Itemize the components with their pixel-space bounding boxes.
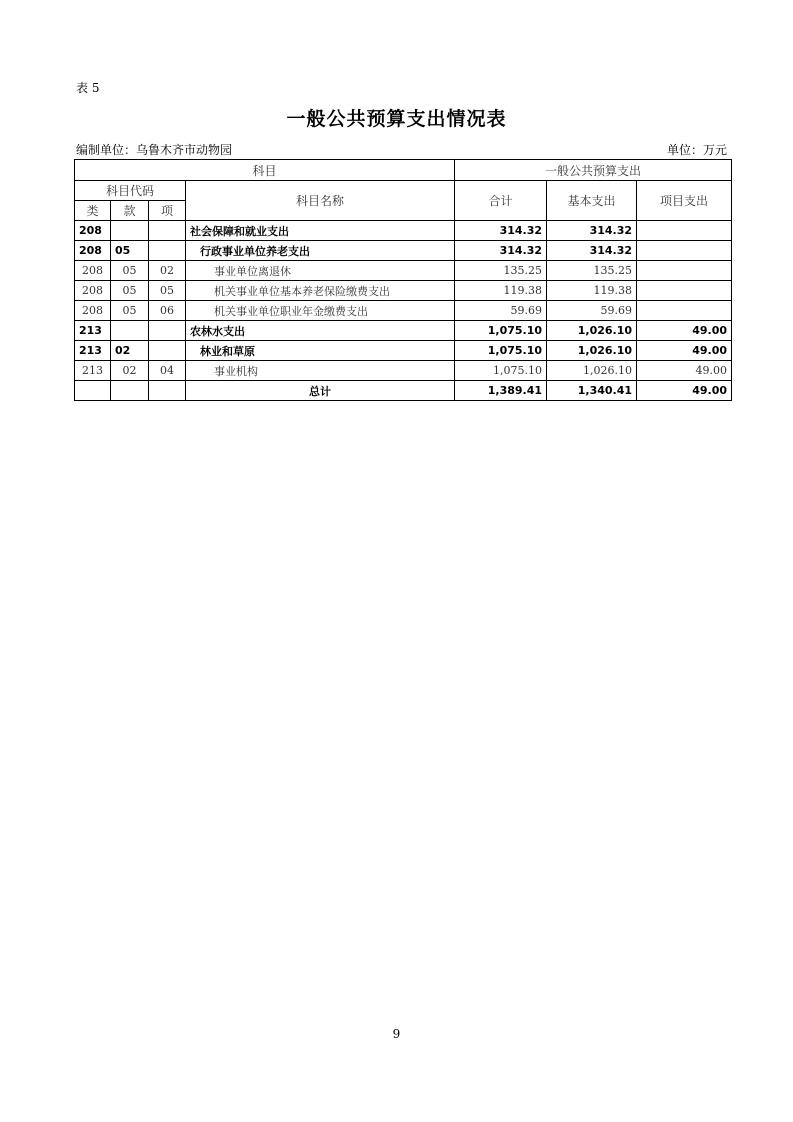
cell-basic: 314.32 — [547, 221, 637, 241]
cell-empty — [75, 381, 111, 401]
cell-basic: 135.25 — [547, 261, 637, 281]
cell-kuan: 02 — [111, 341, 149, 361]
header-budget-group: 一般公共预算支出 — [455, 160, 732, 181]
cell-kuan — [111, 221, 149, 241]
table-row — [75, 361, 732, 381]
cell-lei: 208 — [75, 261, 111, 281]
cell-name: 机关事业单位基本养老保险缴费支出 — [186, 281, 455, 301]
table-row — [75, 221, 732, 241]
cell-project: 49.00 — [637, 361, 732, 381]
total-sum: 1,389.41 — [455, 381, 547, 401]
document-title: 一般公共预算支出情况表 — [286, 108, 507, 130]
cell-name: 社会保障和就业支出 — [186, 221, 455, 241]
cell-basic: 314.32 — [547, 241, 637, 261]
cell-name: 农林水支出 — [186, 321, 455, 341]
cell-total: 314.32 — [455, 241, 547, 261]
cell-lei: 213 — [75, 361, 111, 381]
header-name: 科目名称 — [186, 181, 455, 221]
cell-basic: 59.69 — [547, 301, 637, 321]
cell-project — [637, 261, 732, 281]
cell-lei: 208 — [75, 281, 111, 301]
header-kuan: 款 — [111, 201, 149, 221]
header-basic: 基本支出 — [547, 181, 637, 221]
organization-label: 编制单位：乌鲁木齐市动物园 — [76, 143, 233, 157]
cell-basic: 119.38 — [547, 281, 637, 301]
cell-basic: 1,026.10 — [547, 361, 637, 381]
cell-project: 49.00 — [637, 321, 732, 341]
cell-total: 59.69 — [455, 301, 547, 321]
cell-name: 机关事业单位职业年金缴费支出 — [186, 301, 455, 321]
header-subject: 科目 — [75, 160, 455, 181]
total-label: 总计 — [186, 381, 455, 401]
cell-kuan: 02 — [111, 361, 149, 381]
cell-empty — [149, 381, 186, 401]
cell-project: 49.00 — [637, 341, 732, 361]
header-project: 项目支出 — [637, 181, 732, 221]
cell-xiang: 06 — [149, 301, 186, 321]
cell-total: 314.32 — [455, 221, 547, 241]
header-lei: 类 — [75, 201, 111, 221]
cell-name: 林业和草原 — [186, 341, 455, 361]
table-number-label: 表 5 — [76, 81, 100, 95]
cell-total: 1,075.10 — [455, 321, 547, 341]
cell-total: 1,075.10 — [455, 341, 547, 361]
cell-xiang — [149, 221, 186, 241]
cell-project — [637, 241, 732, 261]
cell-basic: 1,026.10 — [547, 321, 637, 341]
cell-xiang: 05 — [149, 281, 186, 301]
cell-lei: 208 — [75, 221, 111, 241]
header-total: 合计 — [455, 181, 547, 221]
cell-name: 行政事业单位养老支出 — [186, 241, 455, 261]
cell-kuan: 05 — [111, 281, 149, 301]
cell-lei: 208 — [75, 301, 111, 321]
table-row — [75, 281, 732, 301]
table-row — [75, 321, 732, 341]
header-xiang: 项 — [149, 201, 186, 221]
unit-label: 单位：万元 — [666, 143, 727, 157]
cell-xiang — [149, 341, 186, 361]
cell-project — [637, 221, 732, 241]
table-row — [75, 341, 732, 361]
table-row — [75, 301, 732, 321]
cell-kuan: 05 — [111, 261, 149, 281]
cell-name: 事业机构 — [186, 361, 455, 381]
cell-empty — [111, 381, 149, 401]
cell-name: 事业单位离退休 — [186, 261, 455, 281]
cell-project — [637, 301, 732, 321]
cell-lei: 213 — [75, 321, 111, 341]
cell-total: 1,075.10 — [455, 361, 547, 381]
header-code: 科目代码 — [75, 181, 186, 201]
cell-xiang — [149, 241, 186, 261]
cell-basic: 1,026.10 — [547, 341, 637, 361]
cell-lei: 208 — [75, 241, 111, 261]
page-number: 9 — [392, 1027, 401, 1041]
cell-xiang: 02 — [149, 261, 186, 281]
cell-kuan — [111, 321, 149, 341]
cell-kuan: 05 — [111, 301, 149, 321]
table-row — [75, 241, 732, 261]
total-row — [75, 381, 732, 401]
table-row — [75, 261, 732, 281]
cell-project — [637, 281, 732, 301]
cell-lei: 213 — [75, 341, 111, 361]
cell-xiang: 04 — [149, 361, 186, 381]
cell-total: 119.38 — [455, 281, 547, 301]
cell-xiang — [149, 321, 186, 341]
total-basic: 1,340.41 — [547, 381, 637, 401]
budget-table — [74, 159, 732, 401]
total-project: 49.00 — [637, 381, 732, 401]
cell-total: 135.25 — [455, 261, 547, 281]
cell-kuan: 05 — [111, 241, 149, 261]
